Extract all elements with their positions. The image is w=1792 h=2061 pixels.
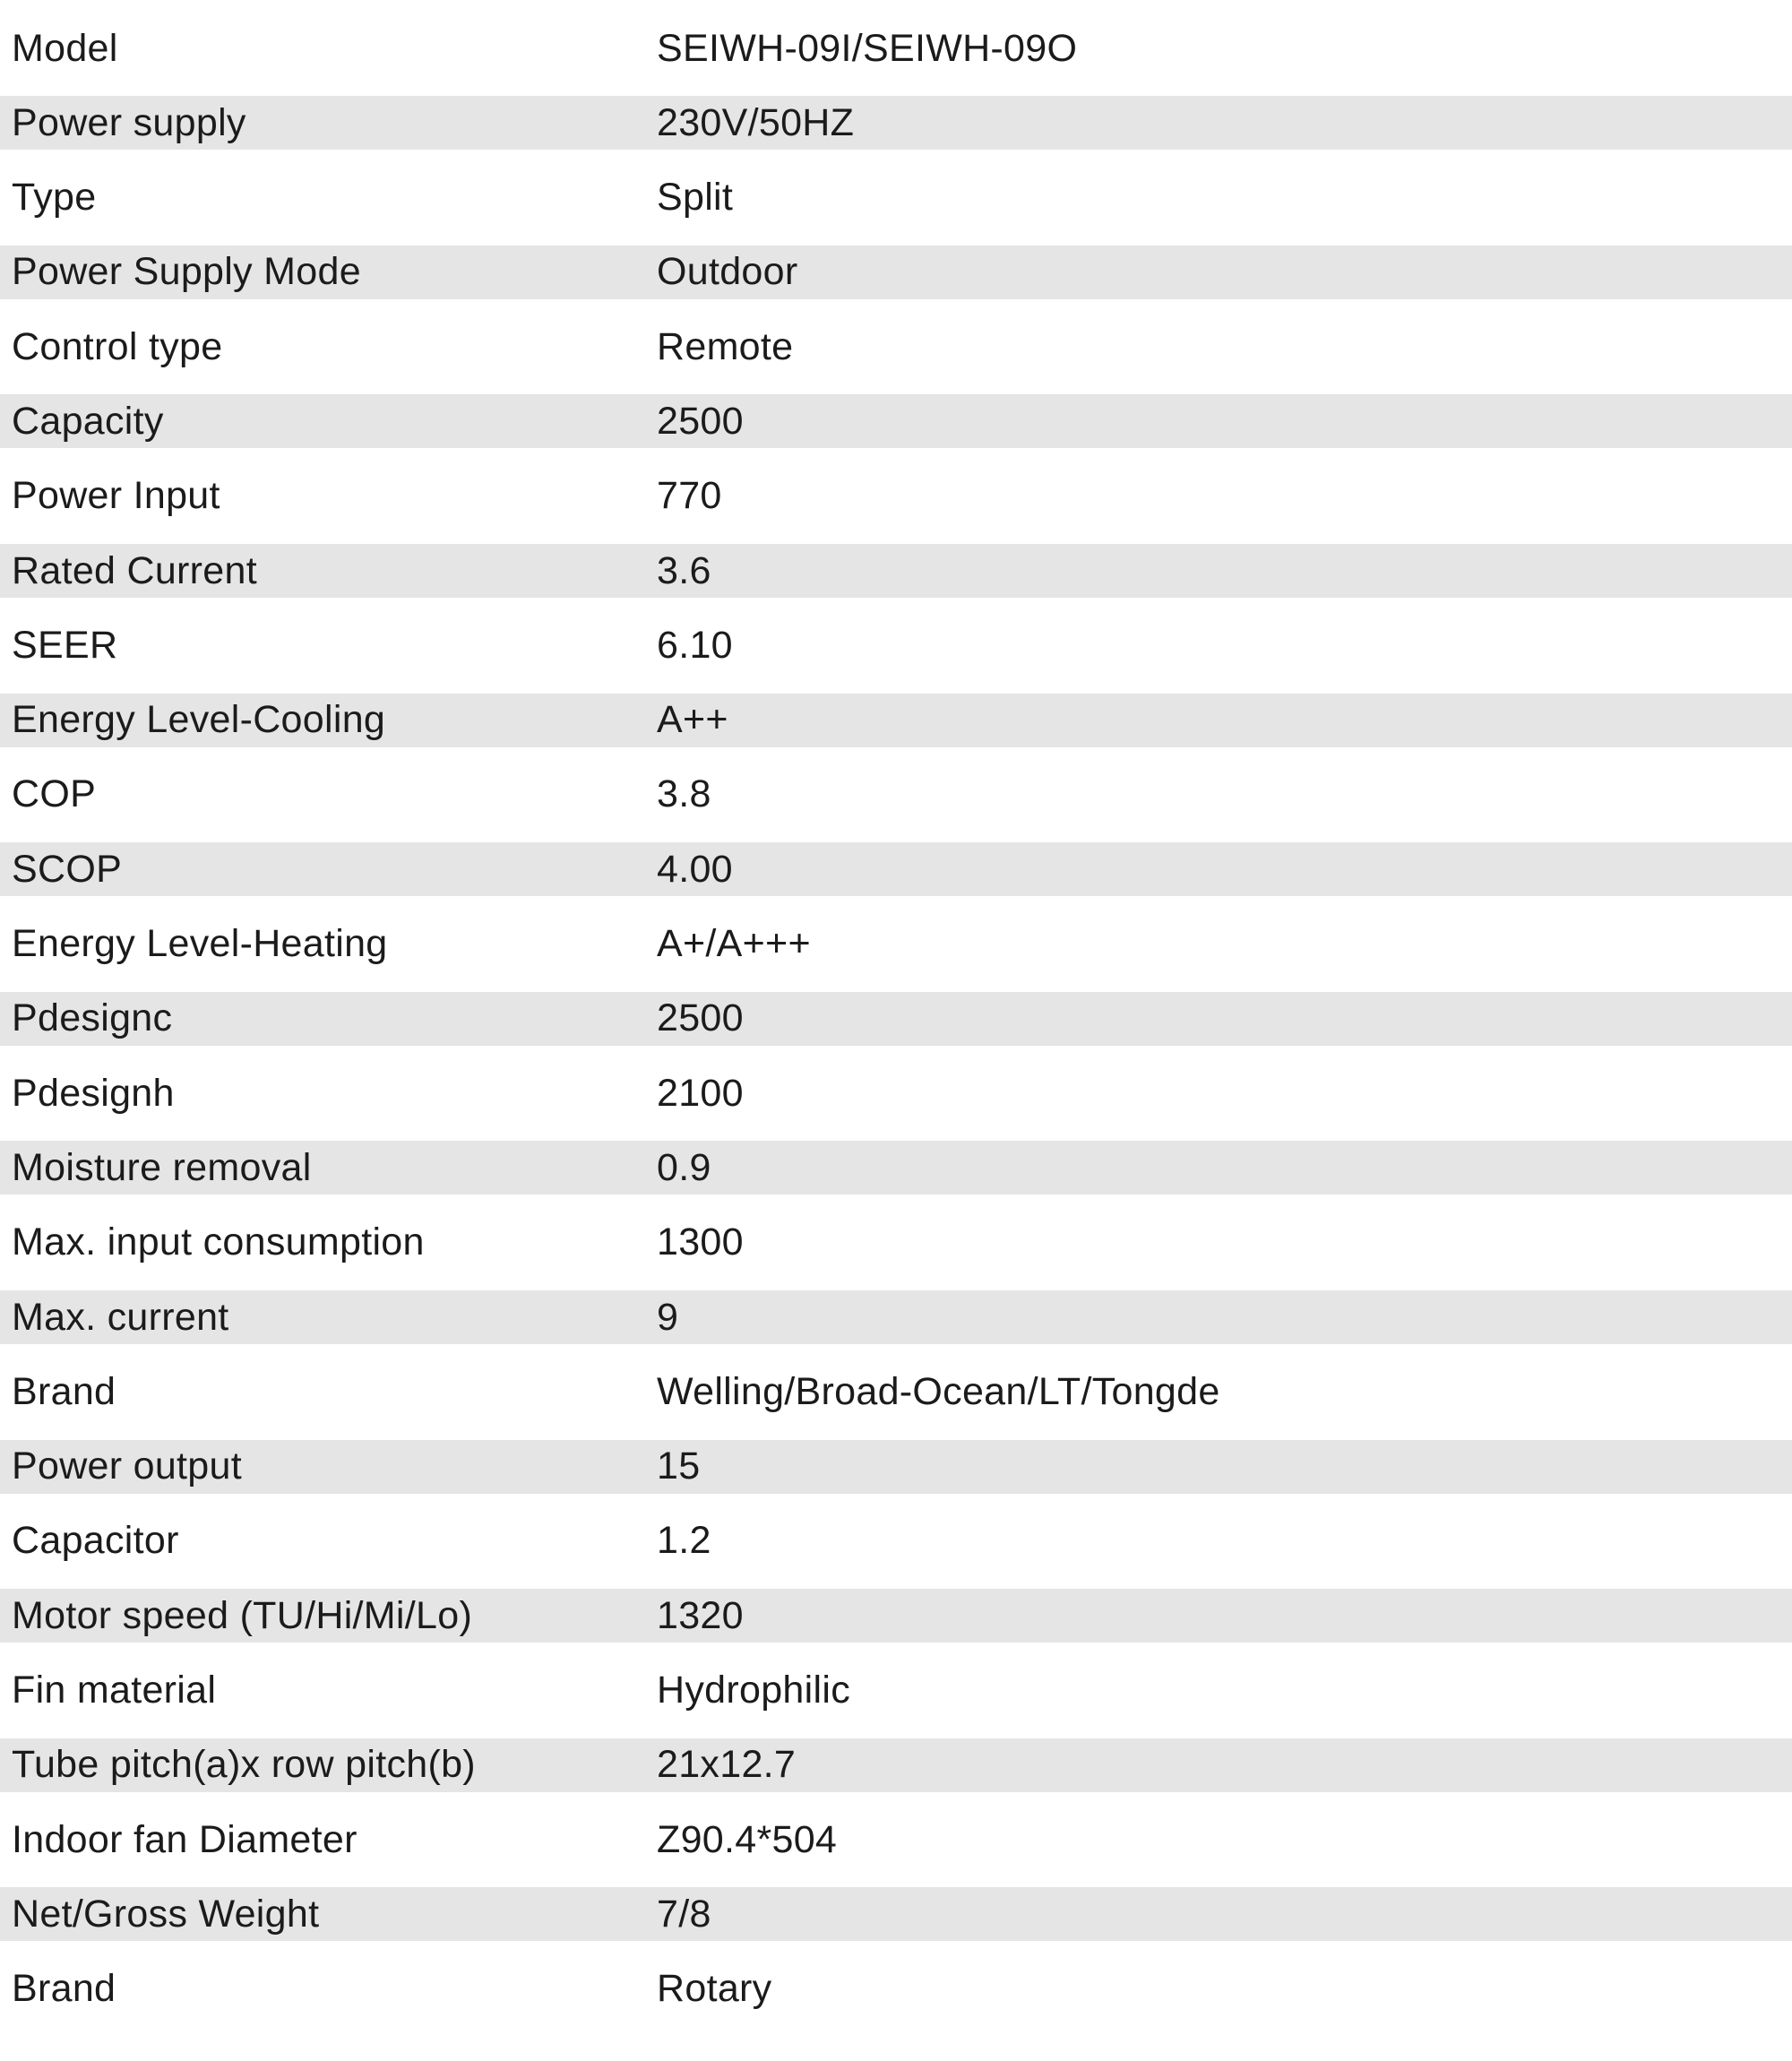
- spec-value: 2500: [657, 399, 744, 443]
- spec-label: Power output: [12, 1444, 242, 1488]
- spec-label: Net/Gross Weight: [12, 1892, 320, 1936]
- table-row: [0, 842, 1792, 896]
- spec-value: 7/8: [657, 1892, 711, 1936]
- spec-value: SEIWH-09I/SEIWH-09O: [657, 26, 1078, 70]
- spec-value: 15: [657, 1444, 701, 1488]
- table-row: [0, 1887, 1792, 1941]
- table-row: [0, 246, 1792, 299]
- spec-label: Energy Level-Heating: [12, 922, 388, 966]
- table-row: [0, 1664, 1792, 1718]
- table-row: [0, 22, 1792, 75]
- table-row: [0, 1589, 1792, 1643]
- spec-label: Max. current: [12, 1295, 229, 1339]
- spec-value: 770: [657, 474, 722, 518]
- spec-label: Power Supply Mode: [12, 250, 361, 294]
- spec-label: SCOP: [12, 847, 123, 891]
- table-row: [0, 1365, 1792, 1419]
- spec-label: Fin material: [12, 1669, 217, 1712]
- spec-value: 9: [657, 1295, 679, 1339]
- spec-value: 4.00: [657, 847, 733, 891]
- spec-label: Energy Level-Cooling: [12, 698, 386, 742]
- spec-label: Pdesignh: [12, 1071, 175, 1115]
- spec-label: Power supply: [12, 100, 246, 144]
- table-row: [0, 96, 1792, 150]
- table-row: [0, 1962, 1792, 2016]
- spec-label: Brand: [12, 1369, 116, 1413]
- spec-value: A+/A+++: [657, 922, 811, 966]
- spec-label: Model: [12, 26, 118, 70]
- spec-value: Ζ90.4*504: [657, 1817, 838, 1861]
- table-row: [0, 694, 1792, 747]
- spec-value: 2500: [657, 996, 744, 1040]
- spec-label: Tube pitch(a)x row pitch(b): [12, 1743, 476, 1787]
- spec-value: 21x12.7: [657, 1743, 797, 1787]
- spec-label: Type: [12, 176, 97, 220]
- spec-value: Hydrophilic: [657, 1669, 850, 1712]
- table-row: [0, 918, 1792, 971]
- spec-label: COP: [12, 772, 97, 816]
- table-row: [0, 1440, 1792, 1494]
- spec-value: 1300: [657, 1220, 744, 1264]
- spec-label: Motor speed (TU/Hi/Mi/Lo): [12, 1593, 473, 1637]
- spec-value: 230V/50HZ: [657, 100, 855, 144]
- table-row: [0, 470, 1792, 523]
- spec-label: Rated Current: [12, 548, 257, 592]
- spec-label: Capacitor: [12, 1519, 179, 1563]
- table-row: [0, 171, 1792, 225]
- spec-value: Rotary: [657, 1967, 772, 2011]
- table-row: [0, 1141, 1792, 1194]
- spec-label: SEER: [12, 623, 118, 667]
- spec-value: Split: [657, 176, 734, 220]
- table-row: [0, 1290, 1792, 1344]
- spec-value: 3.8: [657, 772, 711, 816]
- spec-value: Outdoor: [657, 250, 798, 294]
- table-row: [0, 1813, 1792, 1867]
- table-row: [0, 992, 1792, 1046]
- spec-label: Moisture removal: [12, 1145, 312, 1189]
- spec-label: Brand: [12, 1967, 116, 2011]
- spec-value: 3.6: [657, 548, 711, 592]
- table-row: [0, 768, 1792, 822]
- spec-value: 1.2: [657, 1519, 711, 1563]
- spec-value: A++: [657, 698, 728, 742]
- table-row: [0, 1066, 1792, 1120]
- table-row: [0, 320, 1792, 374]
- table-row: [0, 544, 1792, 598]
- table-row: [0, 1738, 1792, 1792]
- spec-label: Power Input: [12, 474, 220, 518]
- spec-label: Max. input consumption: [12, 1220, 425, 1264]
- spec-label: Control type: [12, 324, 223, 368]
- spec-value: 2100: [657, 1071, 744, 1115]
- table-row: [0, 1216, 1792, 1270]
- spec-value: 6.10: [657, 623, 733, 667]
- table-row: [0, 618, 1792, 672]
- table-row: [0, 1514, 1792, 1568]
- spec-value: Remote: [657, 324, 794, 368]
- spec-label: Pdesignc: [12, 996, 173, 1040]
- spec-label: Indoor fan Diameter: [12, 1817, 358, 1861]
- spec-label: Capacity: [12, 399, 164, 443]
- spec-value: 1320: [657, 1593, 744, 1637]
- spec-value: Welling/Broad-Ocean/LT/Tongde: [657, 1369, 1220, 1413]
- table-row: [0, 394, 1792, 448]
- spec-value: 0.9: [657, 1145, 711, 1189]
